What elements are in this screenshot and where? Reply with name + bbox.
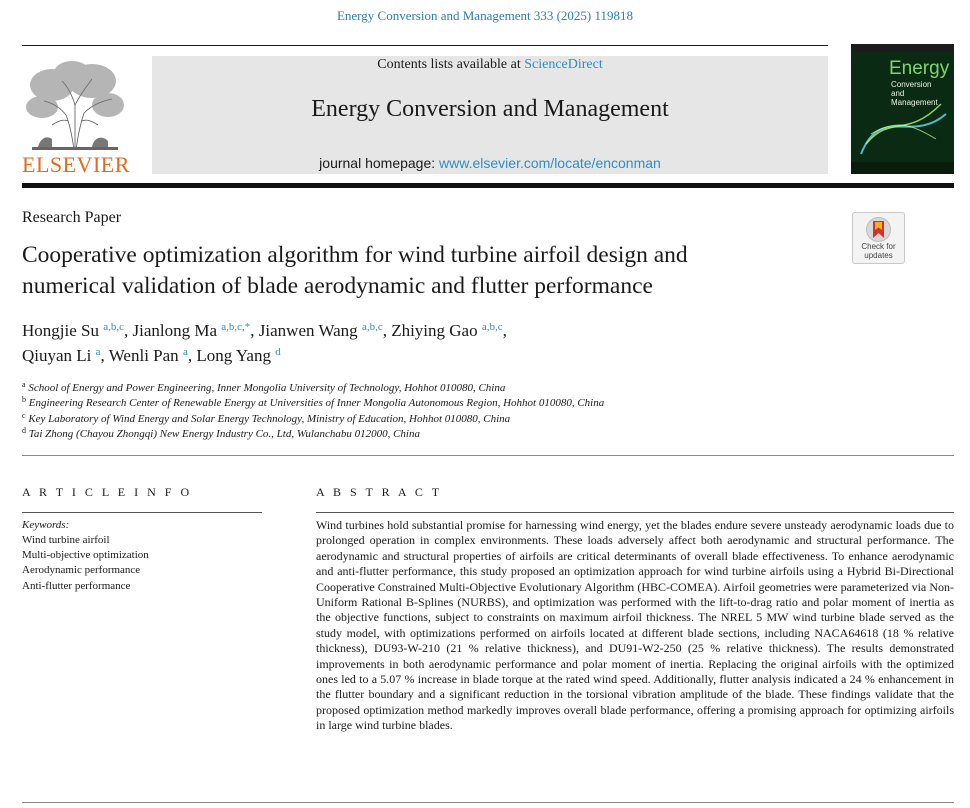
author-separator: , [100,346,109,365]
affiliation-label: a [22,380,26,389]
author-affiliation-marker[interactable]: a,b,c [361,321,383,333]
homepage-line [152,155,828,171]
abstract-body: Wind turbines hold substantial promise for harnessing wind energy, yet the blades endure severe unsteady aerodynamic loads due to prolonged operation in complex environments. These loads adversely affect both aerodynamic and structural performance. The aerodynamic and structural properties of airfoils are critical determinants of overall blade effectiveness. To enhance aerodynamic and anti-flutter performance, this study proposed an optimization approach for wind turbine airfoils using a Hybrid Bi-Directional Cooperative Constrained Multi-Objective Evolutionary Algorithm (HBC-COMEA). Airfoil geometries were parameterized via Non-Uniform Rational B-Splines (NURBS), and optimization was performed with the lift-to-drag ratio and polar moment of inertia as the objective functions, subject to constraints on maximum airfoil thickness. The NREL 5 MW wind turbine blade served as the study model, with optimizations performed on airfoils located at different blade sections, including NACA64618 (18 % relative thickness), DU93-W-210 (21 % relative thickness), and DU91-W2-250 (25 % relative thickness). The results demonstrated improvements in both aerodynamic performance and polar moment of inertia. Replacing the original airfoils with the optimized ones led to a 5.07 % increase in blade torque at the rated wind speed. Additionally, flutter analysis indicated a 24 % enhancement in the flutter boundary and a significant reduction in the torsional vibration amplitude of the blade. These findings validate that the proposed optimization method markedly improves overall blade performance, offering a promising approach for optimizing airfoils in large wind turbine blades. [316,518,954,733]
author-separator: , [382,321,392,340]
updates-line-2: updates [864,251,893,260]
title-line-2: numerical validation of blade aerodynamic and flutter performance [22,273,653,299]
author-separator: , [250,321,259,340]
author-affiliation-marker[interactable]: a [182,346,188,358]
affiliation-c [22,411,510,425]
author-name[interactable]: Hongjie Su [22,321,99,340]
affiliation-label: b [22,395,26,404]
author-affiliation-marker[interactable]: a,b,c [481,321,503,333]
updates-line-1: Check for [861,242,896,251]
keyword-item: Wind turbine airfoil [22,534,110,546]
affiliation-text: Engineering Research Center of Renewable Energy at Universities of Inner Mongolia Autonomous Region, Hohhot 010080, China [28,397,605,409]
affiliation-d [22,426,420,440]
contents-line [152,57,828,73]
cover-subtitle [891,80,938,107]
author-name[interactable]: Long Yang [196,346,271,365]
footer-divider [22,802,954,803]
author-name[interactable]: Qiuyan Li [22,346,92,365]
cover-subtitle-line-1: Conversion [891,80,932,89]
journal-title: Energy Conversion and Management [311,96,669,122]
affiliation-a [22,380,505,394]
article-type: Research Paper [22,209,122,226]
author-affiliation-marker[interactable]: a,b,c [103,321,124,333]
keyword-item: Multi-objective optimization [22,549,149,561]
keyword-item: Aerodynamic performance [22,564,141,576]
cover-title: Energy [889,58,950,79]
affiliation-label: d [22,426,26,435]
author-name[interactable]: Zhiying Gao [391,321,478,340]
cover-subtitle-line-3: Management [891,98,938,107]
masthead-divider [22,183,954,188]
journal-cover-image[interactable] [851,44,954,174]
author-list-line-1 [22,321,507,341]
article-title [22,240,822,302]
homepage-prefix: journal homepage: [319,155,440,171]
affiliation-text: Tai Zhong (Chayou Zhongqi) New Energy Industry Co., Ltd, Wulanchabu 012000, China [28,428,420,440]
journal-masthead [152,56,828,174]
bookmark-ribbon-icon [865,216,892,243]
author-separator: , [124,321,133,340]
affiliation-text: School of Energy and Power Engineering, Inner Mongolia University of Technology, Hohhot 010080, China [28,382,506,394]
keywords-label: Keywords: [22,519,70,531]
header-divider [22,45,828,46]
abstract-heading: A B S T R A C T [316,485,443,499]
author-name[interactable]: Jianlong Ma [132,321,218,340]
article-info-rule [22,512,262,513]
author-separator: , [502,321,507,340]
author-list-line-2 [22,346,281,366]
author-affiliation-marker[interactable]: a [95,346,101,358]
keyword-item: Anti-flutter performance [22,580,131,592]
journal-reference[interactable]: Energy Conversion and Management 333 (2025) 119818 [336,8,634,23]
check-for-updates-button[interactable] [852,212,905,264]
affiliation-label: c [22,411,26,420]
section-divider [22,455,954,456]
author-affiliation-marker[interactable]: d [275,346,281,358]
contents-prefix: Contents lists available at [377,57,525,72]
title-line-1: Cooperative optimization algorithm for wind turbine airfoil design and [22,242,688,268]
check-for-updates-label [853,242,904,260]
elsevier-wordmark: ELSEVIER [22,152,130,177]
author-name[interactable]: Jianwen Wang [258,321,358,340]
author-affiliation-marker[interactable]: a,b,c,* [221,321,251,333]
sciencedirect-link[interactable]: ScienceDirect [524,57,603,72]
author-separator: , [187,346,197,365]
article-info-heading: A R T I C L E I N F O [22,485,193,499]
abstract-rule [316,512,954,513]
affiliation-b [22,395,604,409]
journal-homepage-link[interactable]: www.elsevier.com/locate/enconman [439,155,661,171]
cover-subtitle-line-2: and [891,89,905,98]
author-name[interactable]: Wenli Pan [108,346,179,365]
affiliation-text: Key Laboratory of Wind Energy and Solar Energy Technology, Ministry of Education, Hohhot 010080, China [28,413,511,425]
